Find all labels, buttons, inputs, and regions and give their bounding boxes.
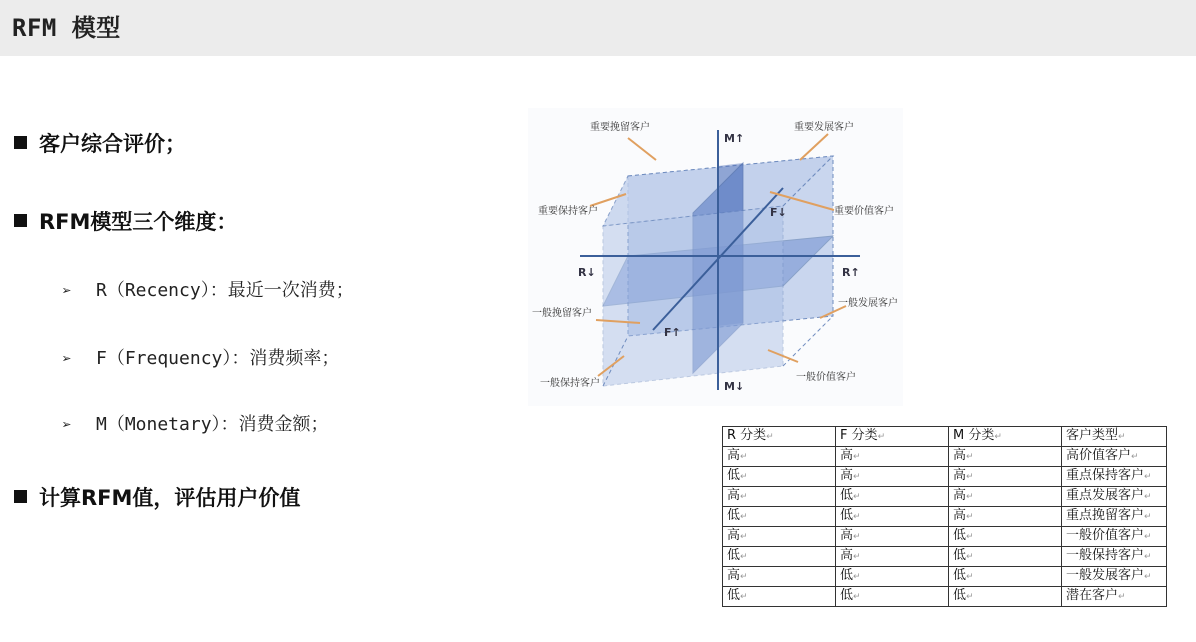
cell-text: 高: [953, 448, 967, 463]
table-cell: [1062, 467, 1167, 487]
axis-label-f-front: F↑: [664, 326, 681, 339]
paragraph-mark-icon: ↵: [966, 572, 974, 582]
cell-text: 重点挽留客户: [1066, 508, 1145, 523]
paragraph-mark-icon: ↵: [1144, 572, 1152, 582]
table-cell: [723, 587, 836, 607]
bullet-customer-evaluation: [14, 128, 186, 158]
axis-label-m-down: M↓: [724, 380, 745, 393]
table-cell: [1062, 507, 1167, 527]
paragraph-mark-icon: ↵: [740, 452, 748, 462]
cell-text: 高: [840, 528, 854, 543]
axis-label-r-left: R↓: [578, 266, 596, 279]
paragraph-mark-icon: ↵: [740, 512, 748, 522]
table-cell: [836, 567, 949, 587]
cube-label-mid-left: 重要保持客户: [538, 206, 598, 217]
table-header-row: [723, 427, 1167, 447]
table-cell: [723, 567, 836, 587]
table-cell: [723, 527, 836, 547]
cell-text: 重点保持客户: [1066, 468, 1145, 483]
cell-text: 低: [727, 508, 741, 523]
paragraph-mark-icon: ↵: [1144, 532, 1152, 542]
rfm-classification-table: [722, 426, 1167, 607]
cell-text: 高价值客户: [1066, 448, 1132, 463]
table-cell: [1062, 547, 1167, 567]
table-cell: [949, 527, 1062, 547]
paragraph-mark-icon: ↵: [740, 472, 748, 482]
cell-text: 低: [840, 488, 854, 503]
bullet-rfm-dimensions: [14, 206, 237, 236]
table-row: [723, 467, 1167, 487]
paragraph-mark-icon: ↵: [740, 532, 748, 542]
paragraph-mark-icon: ↵: [966, 532, 974, 542]
square-bullet-icon: [14, 490, 27, 503]
dimension-recency: [62, 276, 354, 302]
cube-label-bottom-left: 一般保持客户: [540, 378, 600, 389]
cell-text: R 分类: [727, 428, 767, 443]
paragraph-mark-icon: ↵: [994, 432, 1002, 442]
paragraph-mark-icon: ↵: [1144, 512, 1152, 522]
axis-label-f-back: F↓: [770, 206, 787, 219]
dimension-text: M（Monetary）：消费金额；: [96, 414, 329, 435]
square-bullet-icon: [14, 136, 27, 149]
rfm-cube-svg: [528, 108, 903, 406]
paragraph-mark-icon: ↵: [1131, 452, 1139, 462]
paragraph-mark-icon: ↵: [966, 512, 974, 522]
table-cell: [1062, 587, 1167, 607]
table-row: [723, 487, 1167, 507]
table-cell: [836, 587, 949, 607]
dimension-frequency: [62, 344, 339, 370]
bullet-text: RFM模型三个维度：: [39, 210, 238, 234]
table-cell: [1062, 487, 1167, 507]
table-cell: [1062, 527, 1167, 547]
cell-text: 高: [953, 508, 967, 523]
table-cell: [1062, 567, 1167, 587]
cell-text: 高: [840, 448, 854, 463]
paragraph-mark-icon: ↵: [853, 452, 861, 462]
paragraph-mark-icon: ↵: [853, 472, 861, 482]
cell-text: 高: [953, 488, 967, 503]
cell-text: 低: [953, 568, 967, 583]
rfm-cube-diagram: [528, 108, 903, 406]
paragraph-mark-icon: ↵: [853, 492, 861, 502]
cell-text: 高: [840, 468, 854, 483]
table-cell: [836, 527, 949, 547]
table-row: [723, 567, 1167, 587]
arrow-bullet-icon: ➢: [62, 349, 72, 368]
table-header-cell: [1062, 427, 1167, 447]
paragraph-mark-icon: ↵: [740, 592, 748, 602]
cell-text: 高: [953, 468, 967, 483]
arrow-bullet-icon: ➢: [62, 281, 72, 300]
table-cell: [1062, 447, 1167, 467]
table-cell: [949, 507, 1062, 527]
arrow-bullet-icon: ➢: [62, 415, 72, 434]
paragraph-mark-icon: ↵: [966, 492, 974, 502]
cell-text: F 分类: [840, 428, 878, 443]
table-header-cell: [836, 427, 949, 447]
bullet-text: 计算RFM值，评估用户价值: [39, 486, 301, 510]
cell-text: 一般价值客户: [1066, 528, 1145, 543]
table-cell: [836, 487, 949, 507]
paragraph-mark-icon: ↵: [966, 552, 974, 562]
cell-text: M 分类: [953, 428, 995, 443]
table-row: [723, 527, 1167, 547]
axis-label-r-right: R↑: [842, 266, 860, 279]
paragraph-mark-icon: ↵: [1118, 432, 1126, 442]
paragraph-mark-icon: ↵: [1118, 592, 1126, 602]
cube-label-top-right: 重要发展客户: [794, 122, 854, 133]
table-cell: [836, 547, 949, 567]
cell-text: 低: [727, 468, 741, 483]
paragraph-mark-icon: ↵: [740, 572, 748, 582]
paragraph-mark-icon: ↵: [853, 512, 861, 522]
cube-front-face: [603, 206, 783, 386]
paragraph-mark-icon: ↵: [966, 472, 974, 482]
dimension-monetary: [62, 410, 329, 436]
paragraph-mark-icon: ↵: [853, 572, 861, 582]
table-row: [723, 587, 1167, 607]
paragraph-mark-icon: ↵: [766, 432, 774, 442]
cube-label-mid-right: 重要价值客户: [834, 206, 894, 217]
cell-text: 高: [727, 568, 741, 583]
table-cell: [949, 567, 1062, 587]
paragraph-mark-icon: ↵: [1144, 492, 1152, 502]
cell-text: 低: [953, 528, 967, 543]
cube-label-low-right: 一般发展客户: [838, 298, 898, 309]
table-cell: [723, 507, 836, 527]
cell-text: 低: [953, 548, 967, 563]
cube-label-top-left: 重要挽留客户: [590, 122, 650, 133]
cell-text: 一般发展客户: [1066, 568, 1145, 583]
paragraph-mark-icon: ↵: [966, 452, 974, 462]
table-header-cell: [949, 427, 1062, 447]
cell-text: 低: [840, 568, 854, 583]
table-cell: [723, 447, 836, 467]
paragraph-mark-icon: ↵: [853, 552, 861, 562]
slide-title: RFM 模型: [12, 14, 121, 42]
table-cell: [723, 487, 836, 507]
table-row: [723, 447, 1167, 467]
cell-text: 高: [727, 488, 741, 503]
paragraph-mark-icon: ↵: [853, 592, 861, 602]
table-cell: [836, 447, 949, 467]
table-row: [723, 507, 1167, 527]
cell-text: 潜在客户: [1066, 588, 1119, 603]
table-header-cell: [723, 427, 836, 447]
table-cell: [949, 487, 1062, 507]
cube-label-low-left: 一般挽留客户: [532, 308, 592, 319]
bullet-calculate-rfm: [14, 482, 300, 512]
square-bullet-icon: [14, 214, 27, 227]
table-cell: [723, 467, 836, 487]
cube-label-bottom-right: 一般价值客户: [796, 372, 856, 383]
dimension-text: R（Recency）：最近一次消费；: [96, 280, 354, 301]
cell-text: 高: [840, 548, 854, 563]
cell-text: 低: [727, 588, 741, 603]
cell-text: 高: [727, 528, 741, 543]
table-row: [723, 547, 1167, 567]
cell-text: 低: [953, 588, 967, 603]
table-cell: [836, 467, 949, 487]
cell-text: 低: [727, 548, 741, 563]
table-cell: [836, 507, 949, 527]
paragraph-mark-icon: ↵: [1144, 552, 1152, 562]
cell-text: 客户类型: [1066, 428, 1119, 443]
axis-label-m-up: M↑: [724, 132, 745, 145]
cell-text: 低: [840, 588, 854, 603]
table-cell: [949, 467, 1062, 487]
table-cell: [949, 447, 1062, 467]
paragraph-mark-icon: ↵: [966, 592, 974, 602]
table-cell: [723, 547, 836, 567]
paragraph-mark-icon: ↵: [877, 432, 886, 442]
cell-text: 一般保持客户: [1066, 548, 1145, 563]
slide-header: [0, 0, 1196, 56]
dimension-text: F（Frequency）：消费频率；: [96, 348, 340, 369]
bullet-text: 客户综合评价；: [39, 132, 186, 156]
paragraph-mark-icon: ↵: [853, 532, 861, 542]
paragraph-mark-icon: ↵: [740, 492, 748, 502]
paragraph-mark-icon: ↵: [1144, 472, 1152, 482]
table-cell: [949, 587, 1062, 607]
table-cell: [949, 547, 1062, 567]
cell-text: 低: [840, 508, 854, 523]
cell-text: 重点发展客户: [1066, 488, 1145, 503]
cell-text: 高: [727, 448, 741, 463]
paragraph-mark-icon: ↵: [740, 552, 748, 562]
